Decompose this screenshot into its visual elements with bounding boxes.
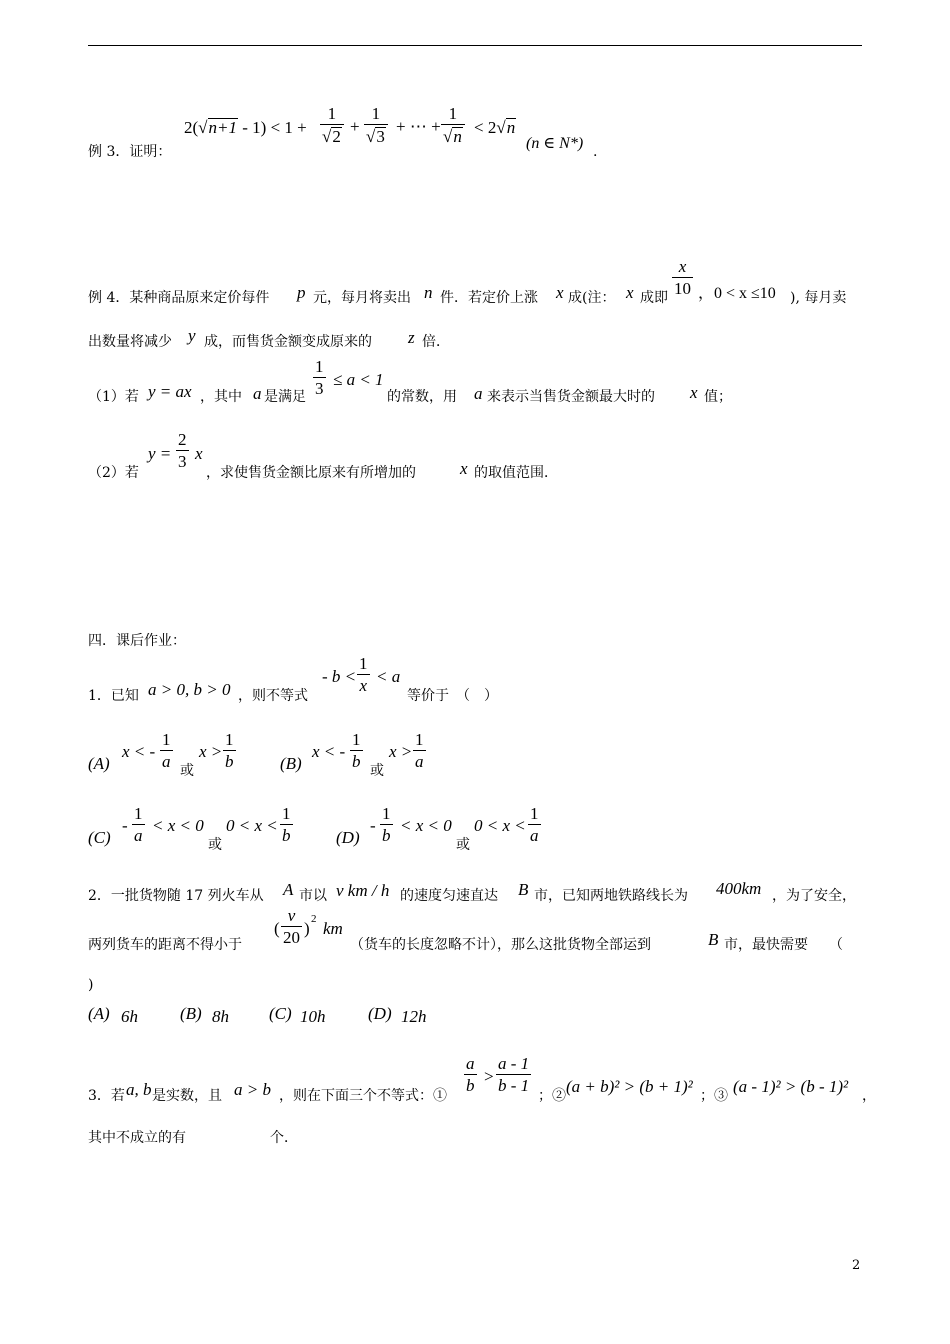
- ex3-frac-3: $\frac{1}{√n}$: [441, 105, 465, 145]
- p1-a-frac2: $\frac{1}{b}$: [225, 730, 234, 771]
- p1-option-c-label[interactable]: (C): [88, 828, 111, 847]
- p1-c-frac2: $\frac{1}{b}$: [282, 804, 291, 845]
- p1-a-or: 或: [180, 763, 194, 779]
- p2-option-a[interactable]: 6h: [121, 1007, 138, 1026]
- p2-city-b: B: [518, 880, 529, 899]
- ex3-frac-2: $\frac{1}{√3}$: [364, 105, 388, 145]
- p2-frac: $\frac{v}{20}$: [283, 906, 300, 947]
- p1-c-2: 0 < x <: [226, 816, 278, 835]
- p1-option-b-label[interactable]: (B): [280, 754, 302, 773]
- p2-option-a-label[interactable]: (A): [88, 1004, 110, 1023]
- p2-option-b-label[interactable]: (B): [180, 1004, 202, 1023]
- ex3-condition: (n ∈ N*): [526, 135, 584, 152]
- p1-a-2: x >: [199, 742, 223, 761]
- p1-c-frac1: $\frac{1}{a}$: [134, 804, 143, 845]
- p2-a: 2．一批货物随 17 列火车从: [88, 888, 264, 904]
- var-x: x: [556, 283, 564, 302]
- var-x: x: [690, 383, 698, 402]
- ex4-line1-e: 成即: [640, 290, 668, 306]
- p2-h: 市，最快需要 （: [724, 937, 843, 953]
- var-x: x: [195, 444, 203, 463]
- var-x: x: [460, 459, 468, 478]
- p1-d-frac2: $\frac{1}{a}$: [530, 804, 539, 845]
- ex3-label: 例 3．证明：: [88, 144, 172, 160]
- var-a: a: [474, 384, 483, 403]
- p1-c-1t: < x < 0: [152, 816, 204, 835]
- p2-km: km: [323, 919, 343, 938]
- p3-a-gt-b: a > b: [234, 1080, 271, 1099]
- p3-frac-1: $\frac{a}{b}$: [466, 1054, 475, 1095]
- p1-a: 1．已知: [88, 688, 139, 704]
- var-a: a: [253, 384, 262, 403]
- p1-d-frac1: $\frac{1}{b}$: [382, 804, 391, 845]
- p1-d-or: 或: [456, 837, 470, 853]
- p3-g: 其中不成立的有 个．: [88, 1130, 298, 1146]
- p2-speed: v km / h: [336, 881, 390, 900]
- p2-d: 市，已知两地铁路线长为: [534, 888, 688, 904]
- ex4-q1-frac: $\frac{1}{3}$: [315, 357, 324, 398]
- p2-distance: 400km: [716, 879, 762, 898]
- ex4-q1-d: 的常数，用: [387, 389, 457, 405]
- ex4-range: ，0 < x ≤10: [698, 285, 776, 302]
- p2-option-c-label[interactable]: (C): [269, 1004, 292, 1023]
- ex4-q1-f: 值；: [704, 389, 732, 405]
- var-x: x: [626, 283, 634, 302]
- p2-city-a: A: [283, 880, 294, 899]
- p1-b-1: x < -: [312, 742, 346, 761]
- ex4-q2-b: ，求使售货金额比原来有所增加的: [206, 465, 416, 481]
- p1-b-or: 或: [370, 763, 384, 779]
- p1-c-1: -: [122, 816, 128, 835]
- ex4-line2-b: 成，而售货金额变成原来的: [204, 334, 372, 350]
- p3-ineq-3: (a - 1)² > (b - 1)²: [733, 1077, 849, 1096]
- p1-d-1t: < x < 0: [400, 816, 452, 835]
- p2-option-c[interactable]: 10h: [300, 1007, 326, 1026]
- p1-frac: $\frac{1}{x}$: [359, 654, 368, 695]
- ex4-q1-b: ，其中: [200, 389, 242, 405]
- p1-b-frac1: $\frac{1}{b}$: [352, 730, 361, 771]
- ex4-q2-y: y =: [148, 444, 172, 463]
- p2-square: 2: [311, 913, 317, 925]
- ex4-q1-a: （1）若: [88, 389, 139, 405]
- ex3-period: .: [593, 144, 598, 160]
- ex4-line1-a: 例 4．某种商品原来定价每件: [88, 290, 270, 306]
- p1-cond: a > 0, b > 0: [148, 680, 231, 699]
- p3-b: 是实数，且: [152, 1088, 222, 1104]
- var-z: z: [408, 328, 415, 347]
- p2-rparen: ): [304, 919, 310, 938]
- p2-close: ): [88, 977, 94, 993]
- p1-c-or: 或: [208, 837, 222, 853]
- p2-f: 两列货车的距离不得小于: [88, 937, 242, 953]
- ex3-rhs: < 2√n: [474, 118, 516, 137]
- p3-frac-2: $\frac{a - 1}{b - 1}$: [498, 1054, 530, 1095]
- ex4-line1-c: 件．若定价上涨: [440, 290, 538, 306]
- p3-gt: >: [484, 1067, 494, 1086]
- ex3-dots: + ⋯ +: [396, 117, 441, 136]
- p1-d-2: 0 < x <: [474, 816, 526, 835]
- ex3-lhs: 2(√n+1 - 1) < 1 +: [184, 118, 307, 137]
- ex4-q1-ineq: ≤ a < 1: [333, 370, 384, 389]
- ex4-q1-e: 来表示当售货金额最大时的: [487, 389, 655, 405]
- p3-e: ；③: [700, 1088, 728, 1104]
- page-number: 2: [852, 1258, 861, 1273]
- p1-b-2: x >: [389, 742, 413, 761]
- ex4-q2-c: 的取值范围．: [474, 465, 558, 481]
- ex4-line1-b: 元，每月将卖出: [313, 290, 411, 306]
- p2-city-b-2: B: [708, 930, 719, 949]
- ex4-line2-a: 出数量将减少: [88, 334, 172, 350]
- p3-d: ；②: [538, 1088, 566, 1104]
- homework-heading: 四．课后作业：: [88, 633, 186, 649]
- p2-option-d[interactable]: 12h: [401, 1007, 427, 1026]
- p2-c: 的速度匀速直达: [400, 888, 498, 904]
- p3-ineq-2: (a + b)² > (b + 1)²: [566, 1077, 693, 1096]
- p1-a-frac1: $\frac{1}{a}$: [162, 730, 171, 771]
- ex4-q2-a: （2）若: [88, 465, 139, 481]
- p1-ineq-r: < a: [376, 667, 401, 686]
- ex4-q1-c: 是满足: [264, 389, 306, 405]
- p3-f: ，: [862, 1088, 876, 1104]
- p2-g: （货车的长度忽略不计），那么这批货物全部运到: [350, 937, 651, 953]
- ex4-line1-d: 成(注：: [568, 290, 616, 306]
- p1-b-frac2: $\frac{1}{a}$: [415, 730, 424, 771]
- ex3-frac-1: $\frac{1}{√2}$: [320, 105, 344, 145]
- var-y: y: [188, 326, 196, 345]
- p1-option-a-label[interactable]: (A): [88, 754, 110, 773]
- p1-a-1: x < -: [122, 742, 156, 761]
- p2-lparen: (: [274, 919, 280, 938]
- p3-ab: a, b: [126, 1080, 152, 1099]
- ex4-q1-eq: y = ax: [148, 382, 192, 401]
- p1-c: 等价于 （ ）: [407, 688, 498, 704]
- ex4-line2-c: 倍．: [422, 334, 450, 350]
- p1-ineq-l: - b <: [322, 667, 357, 686]
- var-n: n: [424, 283, 433, 302]
- header-rule: [88, 45, 862, 46]
- p2-b: 市以: [299, 888, 327, 904]
- p3-c: ，则在下面三个不等式：①: [279, 1088, 447, 1104]
- p2-option-b[interactable]: 8h: [212, 1007, 229, 1026]
- ex4-line1-f: ), 每月卖: [790, 290, 847, 306]
- var-p: p: [297, 283, 306, 302]
- p3-a: 3．若: [88, 1088, 125, 1104]
- p1-d-1: -: [370, 816, 376, 835]
- p2-e: ，为了安全，: [772, 888, 856, 904]
- p2-option-d-label[interactable]: (D): [368, 1004, 392, 1023]
- p1-b: ，则不等式: [238, 688, 308, 704]
- ex3-plus: +: [350, 117, 360, 136]
- ex4-q2-frac: $\frac{2}{3}$: [178, 430, 187, 471]
- p1-option-d-label[interactable]: (D): [336, 828, 360, 847]
- ex4-frac-x10: $\frac{x}{10}$: [674, 257, 691, 298]
